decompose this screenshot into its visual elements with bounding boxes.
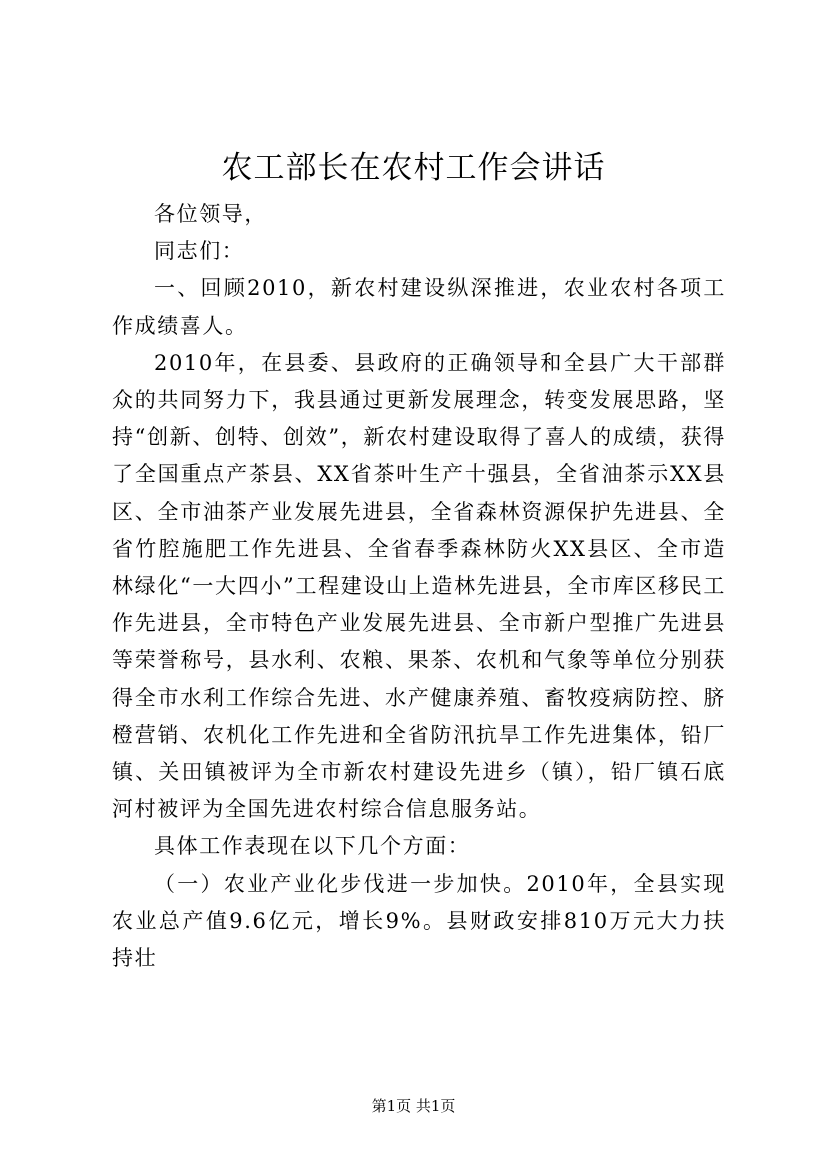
body-paragraph-industrialization: （一）农业产业化步伐进一步加快。2010年，全县实现农业总产值9.6亿元，增长9%。县财政安排810万元大力扶持壮 bbox=[112, 871, 726, 971]
salutation-comrades: 同志们： bbox=[154, 239, 245, 264]
body-paragraph-achievements: 2010年，在县委、县政府的正确领导和全县广大干部群众的共同努力下，我县通过更新发展理念，转变发展思路，坚持“创新、创特、创效”，新农村建设取得了喜人的成绩，获得了全国重点产茶县、XX省茶叶生产十强县，全省油茶示XX县区、全市油茶产业发展先进县，全省森林资源保护先进县、全省竹腔施肥工作先进县、全省春季森林防火XX县区、全市造林绿化“一大四小”工程建设山上造林先进县，全市库区移民工作先进县，全市特色产业发展先进县、全市新户型推广先进县等荣誉称号，县水利、农粮、果茶、农机和气象等单位分别获得全市水利工作综合先进、水产健康养殖、畜牧疫病防控、脐橙营销、农机化工作先进和全省防汛抗旱工作先进集体，铅厂镇、关田镇被评为全市新农村建设先进乡（镇），铅厂镇石底河村被评为全国先进农村综合信息服务站。 bbox=[112, 350, 726, 822]
section-heading-review: 一、回顾2010，新农村建设纵深推进，农业农村各项工作成绩喜人。 bbox=[112, 276, 726, 338]
document-body bbox=[112, 196, 726, 977]
body-paragraph-aspects-intro: 具体工作表现在以下几个方面： bbox=[154, 834, 471, 859]
document-title: 农工部长在农村工作会讲话 bbox=[221, 150, 606, 186]
salutation-leaders: 各位领导， bbox=[154, 202, 267, 226]
page-number-footer: 第1页 共1页 bbox=[371, 1097, 456, 1115]
